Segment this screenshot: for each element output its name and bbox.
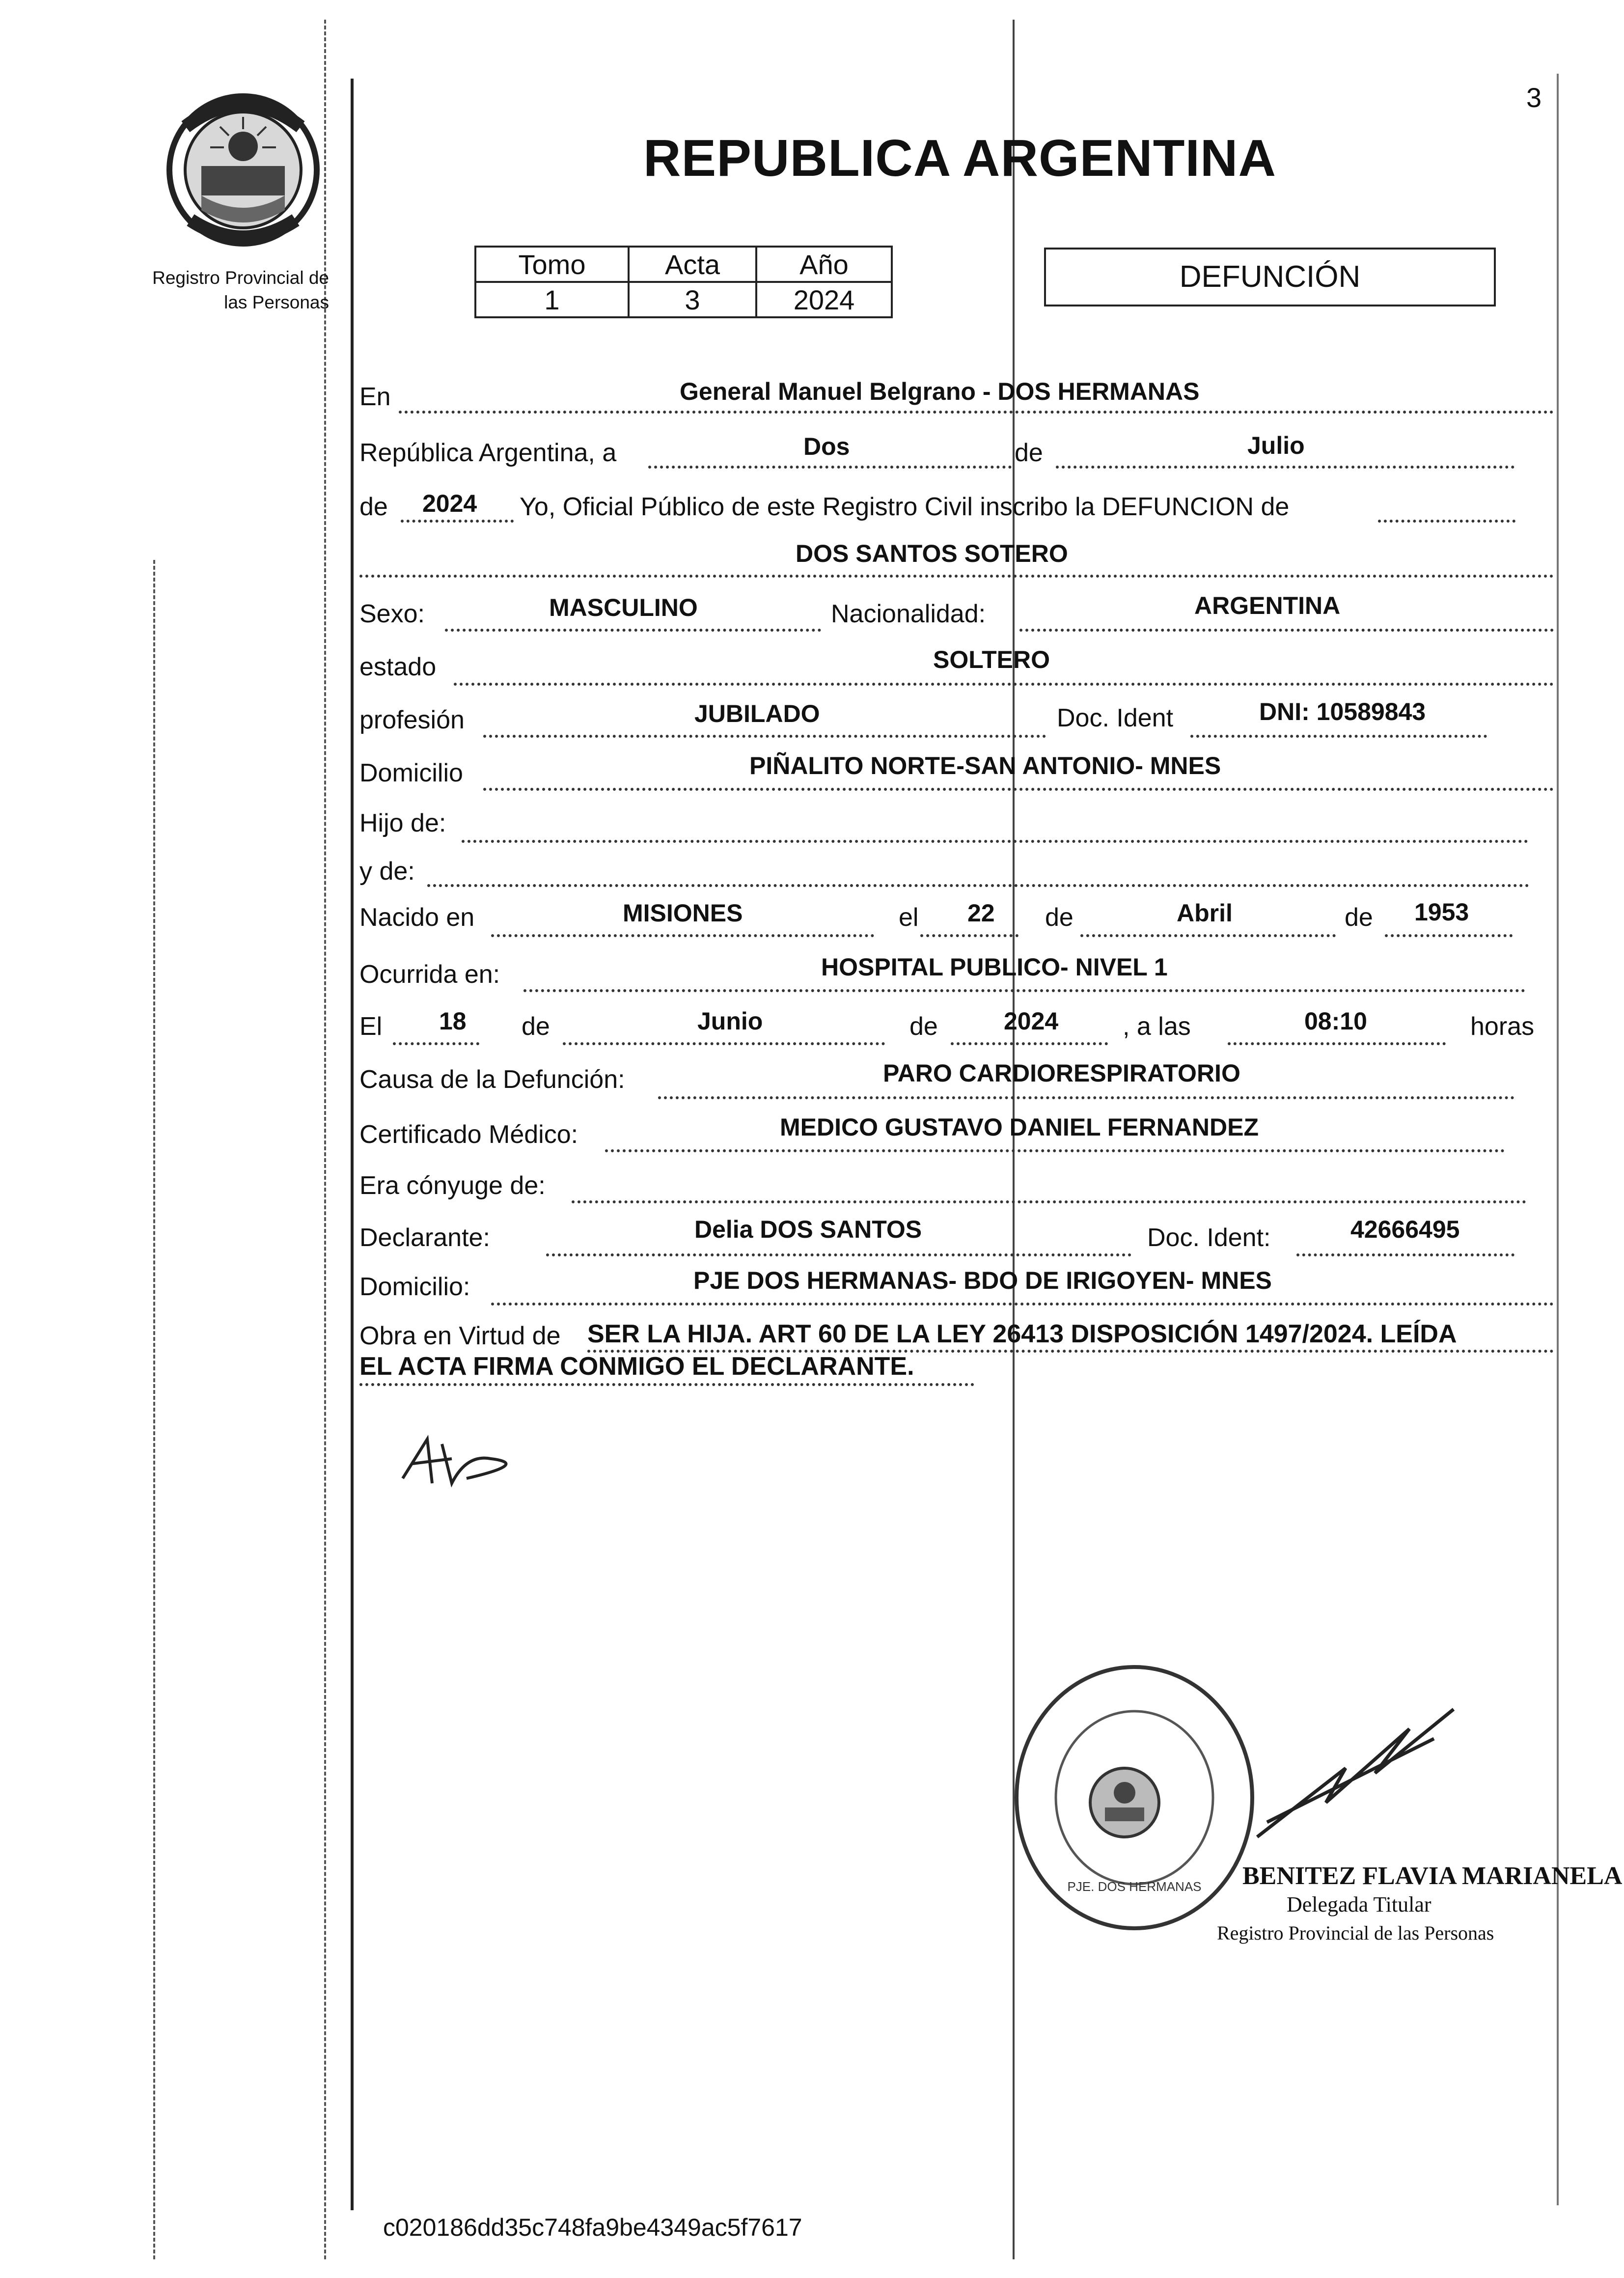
dia-value: Dos — [803, 433, 850, 460]
decl-domicilio-dotted-line — [491, 1303, 1554, 1306]
declarant-signature-icon — [393, 1424, 540, 1498]
de-label: de — [1015, 439, 1043, 467]
profesion-dotted-line — [483, 735, 1046, 738]
conyuge-dotted-line — [572, 1200, 1526, 1203]
obra-label: Obra en Virtud de — [359, 1322, 561, 1350]
en-label: En — [359, 383, 391, 411]
declarante-dotted-line — [546, 1253, 1131, 1256]
decl-doc-value: 42666495 — [1350, 1216, 1460, 1243]
de-label-def-2: de — [909, 1012, 938, 1041]
def-dia-dotted-line — [393, 1042, 479, 1045]
nacionalidad-value: ARGENTINA — [1194, 592, 1341, 619]
nac-mes-dotted-line — [1080, 934, 1336, 937]
domicilio-label: Domicilio — [359, 759, 463, 787]
nac-dia-dotted-line — [920, 934, 1018, 937]
de-anio-label: de — [359, 493, 388, 521]
y-de-label: y de: — [359, 857, 415, 886]
causa-label: Causa de la Defunción: — [359, 1065, 625, 1094]
certificado-value: MEDICO GUSTAVO DANIEL FERNANDEZ — [780, 1113, 1259, 1141]
def-mes-dotted-line — [563, 1042, 885, 1045]
nac-anio-dotted-line — [1385, 934, 1513, 937]
ocurrida-en-dotted-line — [523, 989, 1525, 992]
official-seal-icon — [1007, 1660, 1262, 1935]
de-label-nac-1: de — [1045, 903, 1073, 932]
doc-ident-label: Doc. Ident — [1057, 704, 1174, 732]
domicilio-value: PIÑALITO NORTE-SAN ANTONIO- MNES — [749, 752, 1221, 779]
official-signature-icon — [1247, 1699, 1463, 1847]
de-label-def-1: de — [522, 1012, 550, 1041]
certificado-label: Certificado Médico: — [359, 1120, 578, 1149]
sexo-dotted-line — [445, 629, 821, 632]
def-mes-value: Junio — [697, 1007, 763, 1035]
nac-mes-value: Abril — [1177, 899, 1233, 927]
sexo-label: Sexo: — [359, 600, 425, 628]
decl-doc-label: Doc. Ident: — [1147, 1223, 1271, 1252]
nombre-dotted-line — [359, 575, 1554, 578]
de-label-nac-2: de — [1345, 903, 1373, 932]
document-title: REPUBLICA ARGENTINA — [643, 129, 1277, 187]
doc-ident-value: DNI: 10589843 — [1259, 698, 1426, 725]
logo-caption — [113, 266, 329, 315]
logo-caption-line-2: las Personas — [224, 292, 329, 312]
hijo-de-label: Hijo de: — [359, 809, 446, 837]
anio-dotted-line — [401, 520, 514, 523]
obra-line-2: EL ACTA FIRMA CONMIGO EL DECLARANTE. — [359, 1352, 914, 1381]
province-coat-of-arms-icon — [156, 87, 330, 252]
conyuge-label: Era cónyuge de: — [359, 1171, 546, 1200]
estado-value: SOLTERO — [933, 646, 1050, 673]
table-header-tomo: Tomo — [475, 247, 629, 282]
document-hash: c020186dd35c748fa9be4349ac5f7617 — [383, 2214, 802, 2241]
causa-value: PARO CARDIORESPIRATORIO — [883, 1059, 1240, 1087]
certificado-dotted-line — [605, 1149, 1505, 1152]
causa-dotted-line — [658, 1096, 1514, 1099]
logo-caption-line-1: Registro Provincial de — [152, 268, 329, 288]
tomo-acta-anio-table — [474, 246, 893, 318]
nombre-value: DOS SANTOS SOTERO — [796, 540, 1068, 567]
sexo-value: MASCULINO — [549, 594, 698, 621]
horas-label: horas — [1470, 1012, 1535, 1041]
obra-dotted-line-2 — [359, 1383, 974, 1386]
inscripcion-text: Yo, Oficial Público de este Registro Civil inscribo la DEFUNCION de — [520, 493, 1290, 521]
seal-inner-text: PJE. DOS HERMANAS — [1067, 1879, 1202, 1894]
def-anio-dotted-line — [951, 1042, 1108, 1045]
table-value-acta: 3 — [629, 282, 756, 317]
table-value-anio: 2024 — [756, 282, 892, 317]
hora-value: 08:10 — [1304, 1007, 1367, 1035]
mes-value: Julio — [1247, 432, 1305, 459]
nacido-en-dotted-line — [491, 934, 874, 937]
el-label: el — [899, 903, 919, 932]
en-dotted-line — [399, 411, 1554, 414]
decl-domicilio-label: Domicilio: — [359, 1273, 470, 1301]
page-number: 3 — [1526, 82, 1542, 113]
mes-dotted-line — [1056, 466, 1514, 469]
left-border-line — [351, 79, 354, 2210]
estado-label: estado — [359, 653, 437, 681]
margin-dashed-line — [324, 20, 326, 2259]
a-las-label: , a las — [1123, 1012, 1191, 1041]
ocurrida-en-label: Ocurrida en: — [359, 960, 500, 989]
lugar-value: General Manuel Belgrano - DOS HERMANAS — [680, 378, 1200, 405]
document-type-box: DEFUNCIÓN — [1044, 248, 1496, 306]
declarante-value: Delia DOS SANTOS — [694, 1216, 922, 1243]
def-anio-value: 2024 — [1004, 1007, 1059, 1035]
domicilio-dotted-line — [483, 788, 1554, 791]
def-dia-value: 18 — [439, 1007, 467, 1035]
decl-domicilio-value: PJE DOS HERMANAS- BDO DE IRIGOYEN- MNES — [693, 1267, 1272, 1294]
table-header-anio: Año — [756, 247, 892, 282]
anio-value: 2024 — [422, 490, 477, 517]
hijo-de-dotted-line — [462, 840, 1528, 843]
inscripcion-dotted-line — [1378, 520, 1515, 523]
y-de-dotted-line — [427, 884, 1529, 887]
obra-line-1: SER LA HIJA. ART 60 DE LA LEY 26413 DISPOSICIÓN 1497/2024. LEÍDA — [587, 1320, 1457, 1348]
official-role: Delegada Titular — [1287, 1892, 1431, 1917]
margin-dashed-line-outer — [153, 560, 155, 2259]
ocurrida-value: HOSPITAL PUBLICO- NIVEL 1 — [821, 953, 1168, 981]
official-name: BENITEZ FLAVIA MARIANELA — [1242, 1862, 1623, 1890]
el-defuncion-label: El — [359, 1012, 383, 1041]
declarante-label: Declarante: — [359, 1223, 490, 1252]
hora-dotted-line — [1228, 1042, 1446, 1045]
nac-dia-value: 22 — [967, 899, 995, 927]
official-organization: Registro Provincial de las Personas — [1217, 1922, 1494, 1944]
estado-dotted-line — [454, 683, 1554, 686]
table-header-acta: Acta — [629, 247, 756, 282]
dia-dotted-line — [648, 466, 1012, 469]
nacionalidad-label: Nacionalidad: — [831, 600, 986, 628]
table-value-tomo: 1 — [475, 282, 629, 317]
republica-label: República Argentina, a — [359, 439, 617, 467]
profesion-value: JUBILADO — [694, 700, 820, 727]
nac-anio-value: 1953 — [1414, 898, 1469, 926]
decl-doc-dotted-line — [1296, 1253, 1514, 1256]
nacido-lugar-value: MISIONES — [623, 899, 743, 927]
doc-ident-dotted-line — [1190, 735, 1487, 738]
profesion-label: profesión — [359, 706, 465, 734]
nacido-en-label: Nacido en — [359, 903, 475, 932]
nacionalidad-dotted-line — [1019, 629, 1554, 632]
